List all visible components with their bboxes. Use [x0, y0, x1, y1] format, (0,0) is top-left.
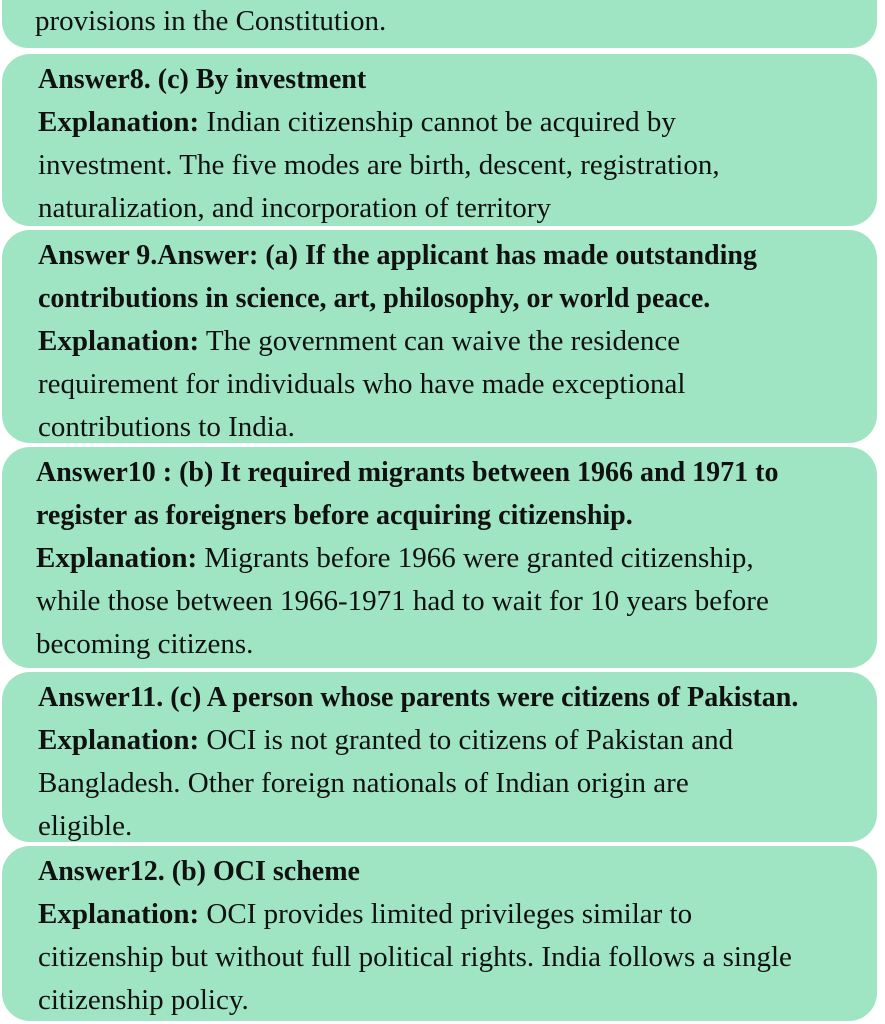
explanation-text: The government can waive the residence: [199, 325, 681, 357]
explanation-text: Indian citizenship cannot be acquired by: [199, 106, 676, 138]
explanation-line: [38, 719, 863, 762]
explanation-text: while those between 1966-1971 had to wait for 10 years before: [36, 585, 769, 617]
answer-heading: Answer12. (b) OCI scheme: [38, 856, 360, 887]
explanation-label: Explanation:: [38, 898, 200, 930]
answer-heading: Answer 9.Answer: (a) If the applicant has made outstanding: [38, 240, 757, 271]
explanation-text: OCI is not granted to citizens of Pakistan and: [199, 724, 734, 756]
answer-heading: contributions in science, art, philosophy, or world peace.: [38, 283, 711, 314]
explanation-text: citizenship policy.: [38, 984, 249, 1016]
explanation-label: Explanation:: [36, 542, 198, 574]
answer-card-8: [2, 54, 877, 226]
explanation-line: [36, 537, 863, 580]
answer-heading: Answer10 : (b) It required migrants between 1966 and 1971 to: [36, 457, 779, 488]
answer-card-12: [2, 846, 877, 1021]
explanation-text: naturalization, and incorporation of territory: [38, 192, 551, 224]
answer-card-10: [2, 447, 877, 668]
explanation-text: Migrants before 1966 were granted citizenship,: [197, 542, 754, 574]
explanation-line: [38, 101, 863, 144]
continuation-text: provisions in the Constitution.: [35, 5, 387, 37]
explanation-text: citizenship but without full political rights. India follows a single: [38, 941, 792, 973]
explanation-text: investment. The five modes are birth, descent, registration,: [38, 149, 720, 181]
answer-heading: Answer8. (c) By investment: [38, 64, 367, 95]
explanation-text: Bangladesh. Other foreign nationals of Indian origin are: [38, 767, 689, 799]
answer-card-continuation: [2, 0, 877, 48]
explanation-text: eligible.: [38, 810, 133, 842]
explanation-label: Explanation:: [38, 724, 200, 756]
explanation-text: OCI provides limited privileges similar to: [199, 898, 693, 930]
answer-card-9: [2, 230, 877, 443]
explanation-label: Explanation:: [38, 325, 200, 357]
explanation-line: [38, 320, 863, 363]
explanation-text: requirement for individuals who have made exceptional: [38, 368, 686, 400]
explanation-text: contributions to India.: [38, 411, 295, 443]
explanation-label: Explanation:: [38, 106, 200, 138]
answer-heading: Answer11. (c) A person whose parents were citizens of Pakistan.: [38, 682, 799, 713]
explanation-line: [38, 893, 863, 936]
explanation-text: becoming citizens.: [36, 628, 254, 660]
answer-card-11: [2, 672, 877, 842]
answer-heading: register as foreigners before acquiring citizenship.: [36, 500, 633, 531]
